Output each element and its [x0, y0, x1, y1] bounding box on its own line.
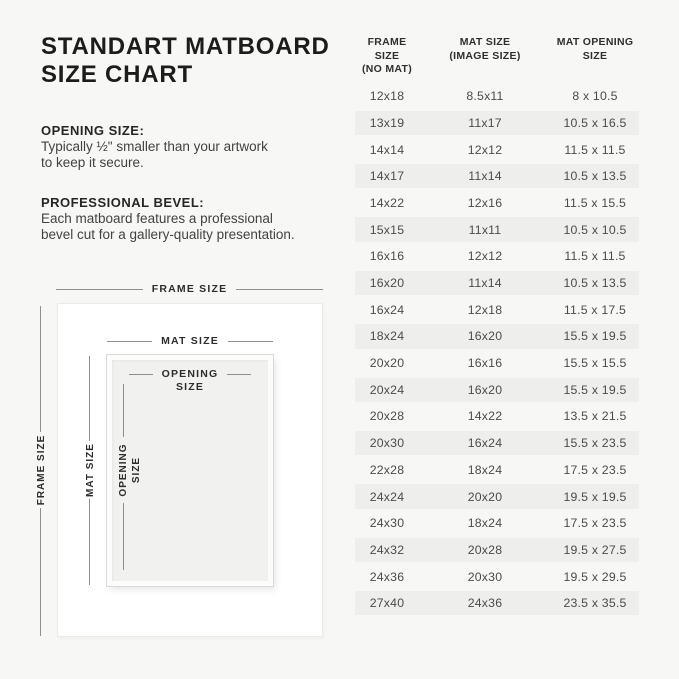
header-line: MAT OPENING: [556, 36, 634, 48]
table-row: [355, 591, 639, 615]
cell-opening-size: 15.5 x 15.5: [563, 356, 627, 371]
opening-size-label-vertical: [117, 410, 143, 530]
column-header-mat-size: [419, 36, 551, 77]
cell-opening-size: 17.5 x 23.5: [563, 462, 627, 477]
table-row: [355, 431, 639, 455]
body-text-line: bevel cut for a gallery-quality presentation.: [41, 227, 295, 242]
section-opening-size: [41, 123, 341, 171]
cell-frame-size: 16x20: [369, 276, 405, 290]
table-row: [355, 564, 639, 588]
page-title: [41, 33, 330, 89]
cell-mat-size: 14x22: [467, 409, 503, 424]
label-line: OPENING: [118, 443, 129, 497]
cell-frame-size: 13x19: [369, 115, 405, 130]
section-professional-bevel-body: [41, 211, 341, 243]
cell-mat-size: 11x17: [468, 115, 502, 130]
table-row: [355, 244, 639, 268]
frame-size-label-horizontal: [56, 283, 323, 296]
frame-size-label-vertical: FRAME SIZE: [35, 434, 47, 506]
extent-line: [228, 341, 273, 342]
mat-size-label-horizontal: [107, 335, 273, 348]
table-row: [355, 458, 639, 482]
cell-frame-size: 14x22: [369, 195, 405, 210]
cell-frame-size: 24x30: [369, 516, 405, 531]
cell-mat-size: 24x36: [467, 596, 503, 611]
cell-frame-size: 15x15: [369, 222, 405, 237]
extent-line: [107, 341, 152, 342]
title-line-1: STANDART MATBOARD: [41, 33, 330, 60]
frame-size-label-text: FRAME SIZE: [151, 283, 228, 295]
cell-mat-size: 8.5x11: [466, 89, 504, 104]
extent-line: [236, 289, 323, 290]
cell-frame-size: 16x24: [369, 302, 405, 317]
title-line-2: SIZE CHART: [41, 61, 193, 88]
cell-opening-size: 15.5 x 19.5: [563, 329, 627, 344]
cell-mat-size: 16x24: [467, 436, 503, 451]
table-row: [355, 484, 639, 508]
cell-opening-size: 11.5 x 11.5: [564, 142, 626, 157]
cell-opening-size: 10.5 x 10.5: [563, 222, 627, 237]
cell-mat-size: 16x20: [467, 329, 503, 344]
cell-frame-size: 24x24: [369, 489, 405, 504]
table-row: [355, 511, 639, 535]
label-line: SIZE: [131, 456, 142, 484]
body-text-line: Typically ½" smaller than your artwork: [41, 139, 268, 154]
section-opening-size-heading: OPENING SIZE:: [41, 123, 145, 138]
header-line: FRAME SIZE: [367, 36, 407, 62]
body-text-line: to keep it secure.: [41, 155, 144, 170]
header-line: SIZE: [582, 49, 608, 62]
cell-mat-size: 20x30: [467, 569, 503, 584]
size-table: [355, 84, 639, 618]
column-header-mat-opening-size: [551, 36, 639, 77]
table-row: [355, 84, 639, 108]
table-row: [355, 351, 639, 375]
cell-mat-size: 18x24: [467, 462, 503, 477]
cell-opening-size: 10.5 x 13.5: [563, 276, 627, 290]
table-row: [355, 271, 639, 295]
cell-opening-size: 13.5 x 21.5: [563, 409, 627, 424]
label-line: OPENING: [161, 368, 219, 380]
cell-opening-size: 15.5 x 19.5: [563, 382, 627, 397]
cell-frame-size: 14x17: [369, 169, 405, 184]
table-row: [355, 538, 639, 562]
cell-mat-size: 12x18: [467, 302, 503, 317]
cell-opening-size: 17.5 x 23.5: [563, 516, 627, 531]
column-header-frame-size: [355, 36, 419, 77]
mat-size-label-text: MAT SIZE: [161, 335, 219, 347]
header-line: MAT SIZE: [459, 36, 511, 48]
cell-mat-size: 11x11: [468, 222, 502, 237]
cell-opening-size: 19.5 x 27.5: [563, 542, 627, 557]
cell-mat-size: 18x24: [467, 516, 503, 531]
table-row: [355, 191, 639, 215]
cell-opening-size: 23.5 x 35.5: [563, 596, 627, 611]
table-row: [355, 111, 639, 135]
cell-frame-size: 14x14: [369, 142, 405, 157]
section-professional-bevel: [41, 195, 341, 243]
cell-opening-size: 15.5 x 23.5: [563, 436, 627, 451]
cell-frame-size: 18x24: [369, 329, 405, 344]
body-text-line: Each matboard features a professional: [41, 211, 273, 226]
cell-frame-size: 20x24: [369, 382, 405, 397]
table-row: [355, 404, 639, 428]
label-line: SIZE: [175, 381, 205, 393]
table-row: [355, 137, 639, 161]
cell-mat-size: 11x14: [468, 276, 502, 290]
header-line: (IMAGE SIZE): [449, 49, 521, 62]
section-professional-bevel-heading: PROFESSIONAL BEVEL:: [41, 195, 205, 210]
cell-opening-size: 8 x 10.5: [572, 89, 618, 104]
cell-mat-size: 20x20: [467, 489, 503, 504]
cell-opening-size: 11.5 x 17.5: [563, 302, 627, 317]
cell-opening-size: 10.5 x 13.5: [563, 169, 627, 184]
section-opening-size-body: [41, 139, 341, 171]
opening-size-label-text: [153, 368, 228, 394]
table-row: [355, 164, 639, 188]
cell-mat-size: 12x16: [467, 195, 503, 210]
cell-frame-size: 12x18: [369, 89, 405, 104]
table-header: [355, 36, 639, 77]
table-row: [355, 378, 639, 402]
cell-frame-size: 16x16: [369, 249, 405, 264]
cell-frame-size: 22x28: [369, 462, 405, 477]
cell-opening-size: 11.5 x 11.5: [564, 249, 626, 264]
cell-frame-size: 24x36: [369, 569, 405, 584]
cell-opening-size: 10.5 x 16.5: [563, 115, 627, 130]
cell-frame-size: 20x28: [369, 409, 405, 424]
mat-size-label-vertical: MAT SIZE: [84, 443, 96, 497]
cell-mat-size: 20x28: [467, 542, 503, 557]
extent-line: [227, 374, 251, 375]
cell-frame-size: 20x30: [369, 436, 405, 451]
cell-mat-size: 16x16: [467, 356, 503, 371]
extent-line: [129, 374, 153, 375]
cell-mat-size: 12x12: [467, 249, 503, 264]
cell-mat-size: 16x20: [467, 382, 503, 397]
opening-size-label-horizontal: [129, 368, 251, 394]
cell-opening-size: 19.5 x 19.5: [563, 489, 627, 504]
header-line: (NO MAT): [361, 63, 413, 75]
cell-mat-size: 11x14: [468, 169, 502, 184]
table-row: [355, 298, 639, 322]
cell-frame-size: 24x32: [369, 542, 405, 557]
cell-mat-size: 12x12: [467, 142, 503, 157]
cell-opening-size: 11.5 x 15.5: [563, 195, 627, 210]
cell-frame-size: 20x20: [369, 356, 405, 371]
extent-line: [56, 289, 143, 290]
cell-opening-size: 19.5 x 29.5: [563, 569, 627, 584]
table-row: [355, 217, 639, 241]
cell-frame-size: 27x40: [369, 596, 405, 611]
table-row: [355, 324, 639, 348]
